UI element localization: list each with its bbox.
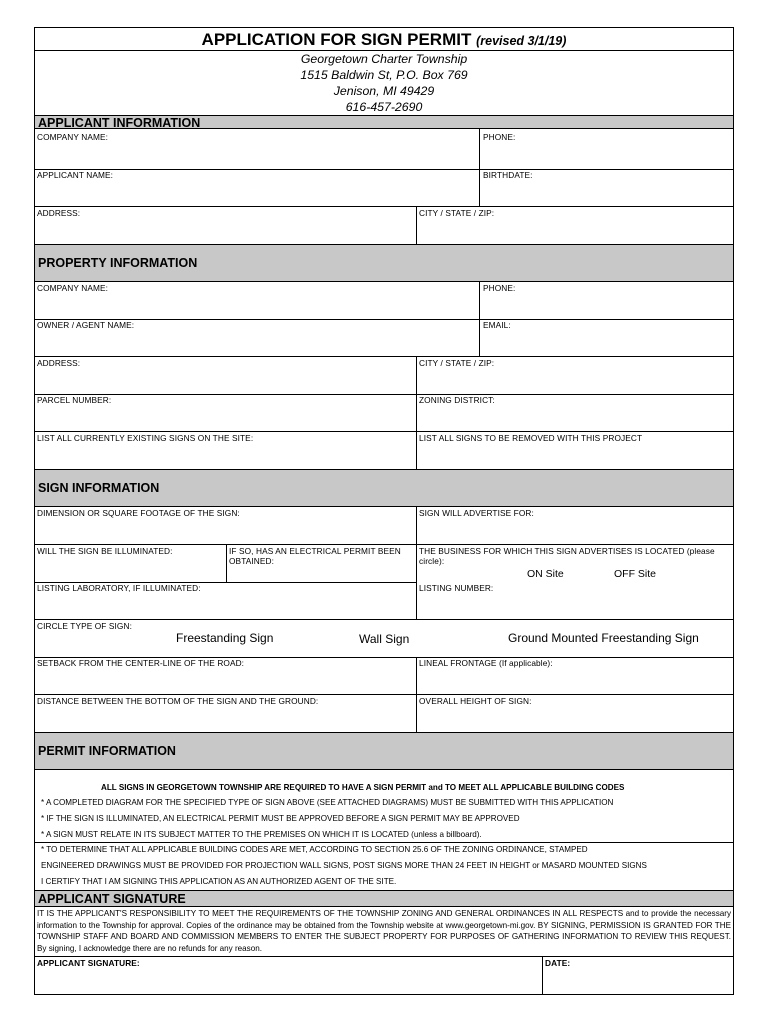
divider [35,356,733,357]
divider [35,619,733,620]
applicant-company-name-field[interactable]: COMPANY NAME: [37,132,109,142]
on-site-option[interactable]: ON Site [527,568,564,580]
divider [416,507,417,620]
divider [35,544,733,545]
divider [35,842,733,843]
divider [35,431,733,432]
divider [35,394,733,395]
freestanding-sign-option[interactable]: Freestanding Sign [176,631,274,645]
divider [35,169,733,170]
permit-rule: * A COMPLETED DIAGRAM FOR THE SPECIFIED TYPE OF SIGN ABOVE (SEE ATTACHED DIAGRAMS) MUST BE SUBMITTED WITH THIS APPLICATION [41,798,614,807]
section-applicant-signature [35,890,733,907]
section-heading: APPLICANT SIGNATURE [38,892,186,906]
signs-removed-field[interactable]: LIST ALL SIGNS TO BE REMOVED WITH THIS PROJECT [419,433,643,443]
applicant-name-field[interactable]: APPLICANT NAME: [37,170,114,180]
office-street: 1515 Baldwin St, P.O. Box 769 [300,68,468,82]
property-company-name-field[interactable]: COMPANY NAME: [37,283,109,293]
signature-statement: IT IS THE APPLICANT'S RESPONSIBILITY TO MEET THE REQUIREMENTS OF THE TOWNSHIP ZONING AND GENERAL ORDINANCES IN ALL RESPECTS and to provide the necessary information to the Township for approval. Copies of the ordinance may be obtained from the Township website at www.georgetown-mi.gov. BY SIGNING, PERMISSION IS GRANTED FOR THE TOWNSHIP STAFF AND BOARD AND COMMISSION MEMBERS TO ENTER THE SUBJECT PROPERTY FOR PURPOSES OF GATHERING INFORMATION TO REVIEW THIS REQUEST. By signing, I acknowledge there are no refunds for any reason. [37,909,731,953]
divider [35,319,733,320]
ground-mounted-sign-option[interactable]: Ground Mounted Freestanding Sign [508,631,699,645]
section-property-information [35,244,733,282]
permit-rule: * IF THE SIGN IS ILLUMINATED, AN ELECTRICAL PERMIT MUST BE APPROVED BEFORE A SIGN PERMIT MAY BE APPROVED [41,814,520,823]
section-heading: SIGN INFORMATION [38,481,160,495]
date-field[interactable]: DATE: [545,958,571,968]
listing-laboratory-field[interactable]: LISTING LABORATORY, IF ILLUMINATED: [37,583,201,593]
divider [35,206,733,207]
section-heading: PERMIT INFORMATION [38,744,176,758]
property-phone-field[interactable]: PHONE: [483,283,516,293]
lineal-frontage-field[interactable]: LINEAL FRONTAGE (If applicable): [419,658,553,668]
section-applicant-information [35,115,733,129]
sign-illuminated-field[interactable]: WILL THE SIGN BE ILLUMINATED: [37,546,173,556]
divider [35,50,733,51]
owner-agent-name-field[interactable]: OWNER / AGENT NAME: [37,320,135,330]
office-phone: 616-457-2690 [345,100,423,114]
electrical-permit-field[interactable]: IF SO, HAS AN ELECTRICAL PERMIT BEEN OBTAINED: [229,546,401,566]
permit-rule: * A SIGN MUST RELATE IN ITS SUBJECT MATTER TO THE PREMISES ON WHICH IT IS LOCATED (unless a billboard). [41,830,482,839]
divider [479,169,480,207]
section-permit-information [35,732,733,770]
divider [35,694,733,695]
form-title [35,30,733,50]
sign-advertise-for-field[interactable]: SIGN WILL ADVERTISE FOR: [419,508,534,518]
divider [35,956,733,957]
divider [479,282,480,320]
divider [479,319,480,357]
permit-rule: * TO DETERMINE THAT ALL APPLICABLE BUILDING CODES ARE MET, ACCORDING TO SECTION 25.6 OF THE ZONING ORDINANCE, STAMPED [41,845,588,854]
property-address-field[interactable]: ADDRESS: [37,358,81,368]
divider [542,956,543,995]
existing-signs-field[interactable]: LIST ALL CURRENTLY EXISTING SIGNS ON THE SITE: [37,433,254,443]
listing-number-field[interactable]: LISTING NUMBER: [419,583,494,593]
office-city: Jenison, MI 49429 [333,84,435,98]
property-email-field[interactable]: EMAIL: [483,320,511,330]
divider [416,206,417,244]
sign-permit-form [34,27,734,995]
sign-dimension-field[interactable]: DIMENSION OR SQUARE FOOTAGE OF THE SIGN: [37,508,240,518]
permit-rule: ENGINEERED DRAWINGS MUST BE PROVIDED FOR PROJECTION WALL SIGNS, POST SIGNS MORE THAN 24 FEET IN HEIGHT or MASARD MOUNTED SIGNS [41,861,647,870]
wall-sign-option[interactable]: Wall Sign [359,632,410,646]
section-heading: APPLICANT INFORMATION [38,116,201,130]
section-heading: PROPERTY INFORMATION [38,256,198,270]
permit-certification: I CERTIFY THAT I AM SIGNING THIS APPLICATION AS AN AUTHORIZED AGENT OF THE SITE. [41,877,397,886]
applicant-city-state-zip-field[interactable]: CITY / STATE / ZIP: [419,208,495,218]
applicant-signature-field[interactable]: APPLICANT SIGNATURE: [37,958,140,968]
applicant-phone-field[interactable]: PHONE: [483,132,516,142]
parcel-number-field[interactable]: PARCEL NUMBER: [37,395,112,405]
zoning-district-field[interactable]: ZONING DISTRICT: [419,395,495,405]
form-title-main: APPLICATION FOR SIGN PERMIT [201,30,472,49]
applicant-birthdate-field[interactable]: BIRTHDATE: [483,170,533,180]
section-sign-information [35,469,733,507]
business-location-label: THE BUSINESS FOR WHICH THIS SIGN ADVERTISES IS LOCATED (please circle): [419,546,715,566]
overall-height-field[interactable]: OVERALL HEIGHT OF SIGN: [419,696,532,706]
applicant-address-field[interactable]: ADDRESS: [37,208,81,218]
property-city-state-zip-field[interactable]: CITY / STATE / ZIP: [419,358,495,368]
divider [479,129,480,170]
off-site-option[interactable]: OFF Site [614,568,657,580]
circle-type-label: CIRCLE TYPE OF SIGN: [37,621,132,631]
divider [416,356,417,469]
distance-bottom-field[interactable]: DISTANCE BETWEEN THE BOTTOM OF THE SIGN AND THE GROUND: [37,696,319,706]
setback-field[interactable]: SETBACK FROM THE CENTER-LINE OF THE ROAD: [37,658,245,668]
form-revised-date: (revised 3/1/19) [476,34,567,48]
permit-rule: ALL SIGNS IN GEORGETOWN TOWNSHIP ARE REQUIRED TO HAVE A SIGN PERMIT and TO MEET ALL APPLICABLE BUILDING CODES [101,783,625,792]
divider [226,544,227,582]
office-name: Georgetown Charter Township [300,52,468,66]
